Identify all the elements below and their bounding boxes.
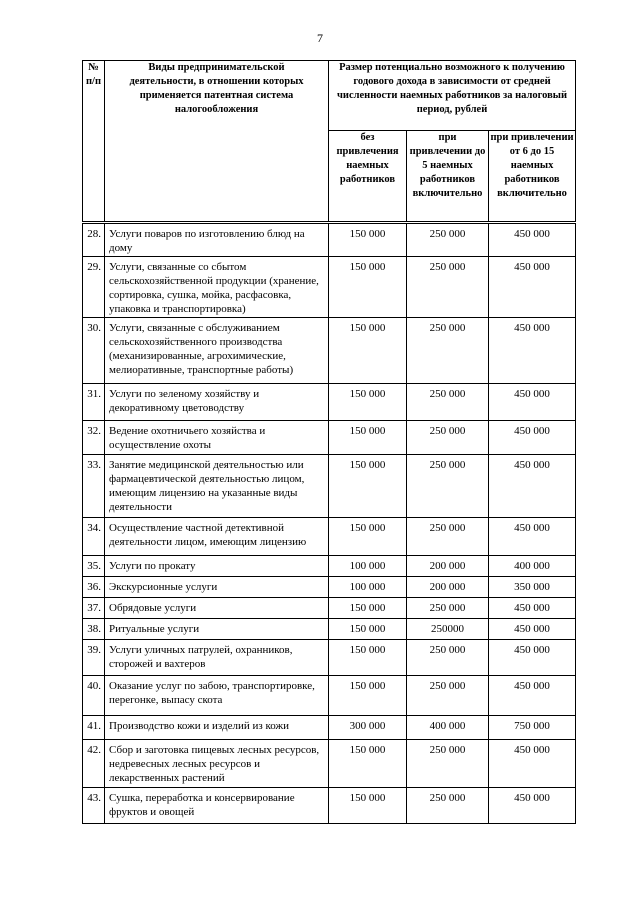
- row-activity: Обрядовые услуги: [105, 598, 329, 619]
- value-up-to-5: 250 000: [407, 518, 489, 556]
- table-row: [83, 384, 576, 421]
- header-6-to-15: при привлечении от 6 до 15 наемных работников включительно: [489, 131, 576, 223]
- value-no-employees: 150 000: [329, 518, 407, 556]
- row-activity: Услуги, связанные с обслуживанием сельскохозяйственного производства (механизированные, агрохимические, мелиоративные, транспортные работы): [105, 318, 329, 384]
- header-number: № п/п: [83, 61, 105, 223]
- value-6-to-15: 450 000: [489, 676, 576, 716]
- row-number: 28.: [83, 223, 105, 257]
- value-up-to-5: 250 000: [407, 223, 489, 257]
- row-number: 38.: [83, 619, 105, 640]
- page-number: 7: [317, 31, 323, 45]
- value-6-to-15: 450 000: [489, 421, 576, 455]
- row-activity: Услуги, связанные со сбытом сельскохозяйственной продукции (хранение, сортировка, сушка, мойка, расфасовка, упаковка и транспортировка): [105, 257, 329, 318]
- value-6-to-15: 450 000: [489, 223, 576, 257]
- row-activity: Услуги по зеленому хозяйству и декоративному цветоводству: [105, 384, 329, 421]
- value-up-to-5: 250 000: [407, 455, 489, 518]
- value-no-employees: 150 000: [329, 619, 407, 640]
- value-6-to-15: 450 000: [489, 598, 576, 619]
- value-no-employees: 100 000: [329, 577, 407, 598]
- value-no-employees: 150 000: [329, 421, 407, 455]
- value-6-to-15: 450 000: [489, 788, 576, 824]
- value-6-to-15: 400 000: [489, 556, 576, 577]
- table-row: [83, 640, 576, 676]
- row-activity: Сушка, переработка и консервирование фруктов и овощей: [105, 788, 329, 824]
- row-number: 35.: [83, 556, 105, 577]
- header-activity: Виды предпринимательской деятельности, в отношении которых применяется патентная система налогообложения: [105, 61, 329, 223]
- value-no-employees: 150 000: [329, 257, 407, 318]
- value-up-to-5: 250 000: [407, 421, 489, 455]
- value-no-employees: 150 000: [329, 740, 407, 788]
- value-no-employees: 150 000: [329, 676, 407, 716]
- value-6-to-15: 450 000: [489, 619, 576, 640]
- value-up-to-5: 200 000: [407, 577, 489, 598]
- table-row: [83, 619, 576, 640]
- table-row: [83, 257, 576, 318]
- table-header: [83, 61, 576, 223]
- value-up-to-5: 250 000: [407, 318, 489, 384]
- row-number: 42.: [83, 740, 105, 788]
- table-row: [83, 598, 576, 619]
- row-activity: Услуги по прокату: [105, 556, 329, 577]
- table-row: [83, 716, 576, 740]
- value-6-to-15: 750 000: [489, 716, 576, 740]
- row-number: 32.: [83, 421, 105, 455]
- value-6-to-15: 450 000: [489, 640, 576, 676]
- row-activity: Производство кожи и изделий из кожи: [105, 716, 329, 740]
- value-up-to-5: 200 000: [407, 556, 489, 577]
- value-no-employees: 150 000: [329, 640, 407, 676]
- value-no-employees: 150 000: [329, 455, 407, 518]
- value-no-employees: 150 000: [329, 223, 407, 257]
- value-6-to-15: 450 000: [489, 518, 576, 556]
- value-up-to-5: 400 000: [407, 716, 489, 740]
- header-income: Размер потенциально возможного к получению годового дохода в зависимости от средней численности наемных работников за налоговый период, рублей: [329, 61, 576, 131]
- table-row: [83, 740, 576, 788]
- row-activity: Экскурсионные услуги: [105, 577, 329, 598]
- table-row: [83, 676, 576, 716]
- value-up-to-5: 250 000: [407, 740, 489, 788]
- value-no-employees: 150 000: [329, 384, 407, 421]
- value-no-employees: 100 000: [329, 556, 407, 577]
- row-activity: Занятие медицинской деятельностью или фармацевтической деятельностью лицом, имеющим лицензию на указанные виды деятельности: [105, 455, 329, 518]
- value-no-employees: 150 000: [329, 598, 407, 619]
- row-activity: Оказание услуг по забою, транспортировке, перегонке, выпасу скота: [105, 676, 329, 716]
- table-row: [83, 223, 576, 257]
- row-activity: Осуществление частной детективной деятельности лицом, имеющим лицензию: [105, 518, 329, 556]
- value-6-to-15: 450 000: [489, 318, 576, 384]
- value-no-employees: 300 000: [329, 716, 407, 740]
- value-no-employees: 150 000: [329, 318, 407, 384]
- row-number: 31.: [83, 384, 105, 421]
- value-6-to-15: 450 000: [489, 455, 576, 518]
- row-number: 30.: [83, 318, 105, 384]
- row-activity: Ведение охотничьего хозяйства и осуществление охоты: [105, 421, 329, 455]
- header-no-employees: без привлечения наемных работников: [329, 131, 407, 223]
- value-up-to-5: 250 000: [407, 676, 489, 716]
- value-6-to-15: 450 000: [489, 384, 576, 421]
- row-activity: Услуги поваров по изготовлению блюд на дому: [105, 223, 329, 257]
- row-activity: Ритуальные услуги: [105, 619, 329, 640]
- value-up-to-5: 250000: [407, 619, 489, 640]
- value-6-to-15: 450 000: [489, 740, 576, 788]
- value-up-to-5: 250 000: [407, 384, 489, 421]
- table-row: [83, 577, 576, 598]
- table-row: [83, 455, 576, 518]
- row-number: 40.: [83, 676, 105, 716]
- row-number: 37.: [83, 598, 105, 619]
- header-up-to-5: при привлечении до 5 наемных работников включительно: [407, 131, 489, 223]
- row-number: 39.: [83, 640, 105, 676]
- patent-income-table: [82, 60, 576, 824]
- value-up-to-5: 250 000: [407, 640, 489, 676]
- row-activity: Услуги уличных патрулей, охранников, сторожей и вахтеров: [105, 640, 329, 676]
- table-row: [83, 318, 576, 384]
- row-number: 41.: [83, 716, 105, 740]
- row-number: 34.: [83, 518, 105, 556]
- row-number: 36.: [83, 577, 105, 598]
- value-no-employees: 150 000: [329, 788, 407, 824]
- value-6-to-15: 450 000: [489, 257, 576, 318]
- value-up-to-5: 250 000: [407, 257, 489, 318]
- value-up-to-5: 250 000: [407, 598, 489, 619]
- value-6-to-15: 350 000: [489, 577, 576, 598]
- table-row: [83, 556, 576, 577]
- table-row: [83, 421, 576, 455]
- table-row: [83, 788, 576, 824]
- value-up-to-5: 250 000: [407, 788, 489, 824]
- row-number: 33.: [83, 455, 105, 518]
- row-number: 43.: [83, 788, 105, 824]
- table-row: [83, 518, 576, 556]
- row-activity: Сбор и заготовка пищевых лесных ресурсов, недревесных лесных ресурсов и лекарственных растений: [105, 740, 329, 788]
- row-number: 29.: [83, 257, 105, 318]
